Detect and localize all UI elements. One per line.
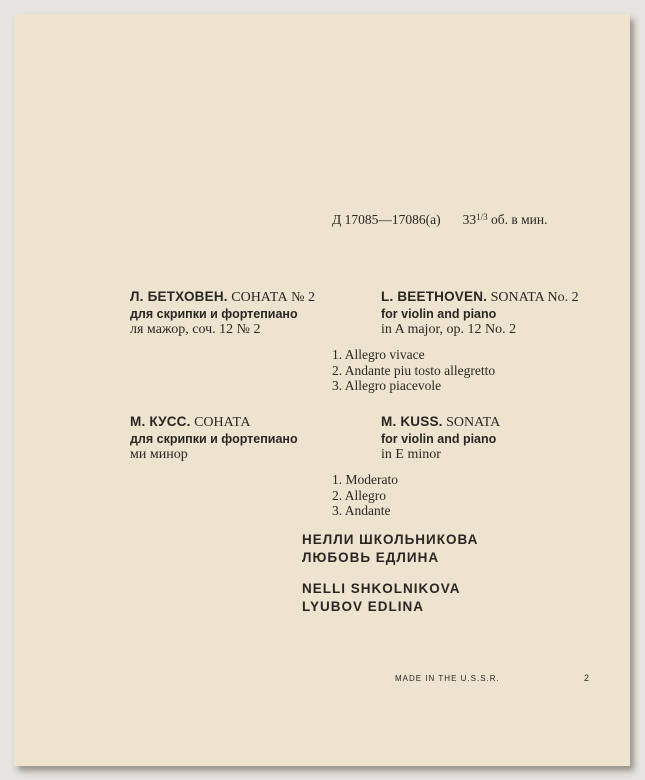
- movement: 1. Moderato: [332, 472, 398, 487]
- title-en: SONATA: [446, 415, 501, 430]
- title-ru: СОНАТА: [194, 415, 251, 430]
- catalog-line: [332, 212, 547, 228]
- work-2-english: [381, 414, 500, 463]
- performer-name: LYUBOV EDLINA: [302, 599, 425, 614]
- performers-english: [302, 580, 461, 616]
- movement: 3. Allegro piacevole: [332, 378, 442, 393]
- composer-ru: Л. БЕТХОВЕН.: [130, 289, 228, 304]
- work-1-movements: [332, 347, 495, 394]
- catalog-number: Д 17085—17086(а): [332, 212, 441, 227]
- scoring-ru: для скрипки и фортепиано: [130, 432, 298, 446]
- scoring-en: for violin and piano: [381, 307, 497, 321]
- speed-unit: об. в мин.: [490, 212, 548, 227]
- composer-ru: М. КУСС.: [130, 414, 191, 429]
- scoring-en: for violin and piano: [381, 432, 497, 446]
- movement: 2. Allegro: [332, 487, 386, 503]
- work-2-russian: [130, 414, 298, 463]
- performers-russian: [302, 531, 478, 567]
- performer-name: ЛЮБОВЬ ЕДЛИНА: [302, 550, 440, 565]
- title-ru: СОНАТА № 2: [231, 290, 316, 305]
- speed-fraction: 1/3: [476, 212, 488, 222]
- key-ru: ля мажор, соч. 12 № 2: [130, 322, 261, 337]
- movement: 2. Andante piu tosto allegretto: [332, 362, 496, 378]
- made-in-label: MADE IN THE U.S.S.R.: [395, 674, 500, 683]
- movement: 1. Allegro vivace: [332, 347, 425, 362]
- record-sleeve-page: [14, 14, 630, 766]
- scoring-ru: для скрипки и фортепиано: [130, 307, 298, 321]
- work-2-movements: [332, 472, 398, 519]
- title-en: SONATA No. 2: [490, 290, 579, 305]
- performer-name: НЕЛЛИ ШКОЛЬНИКОВА: [302, 532, 479, 547]
- key-en: in A major, op. 12 No. 2: [381, 322, 517, 337]
- composer-en: M. KUSS.: [381, 414, 443, 429]
- speed-value: 33: [462, 212, 477, 227]
- work-1-russian: [130, 289, 315, 338]
- page-number: 2: [584, 673, 590, 683]
- movement: 3. Andante: [332, 503, 391, 518]
- key-ru: ми минор: [130, 447, 188, 462]
- work-1-english: [381, 289, 579, 338]
- composer-en: L. BEETHOVEN.: [381, 289, 488, 304]
- performer-name: NELLI SHKOLNIKOVA: [302, 581, 461, 596]
- key-en: in E minor: [381, 447, 441, 462]
